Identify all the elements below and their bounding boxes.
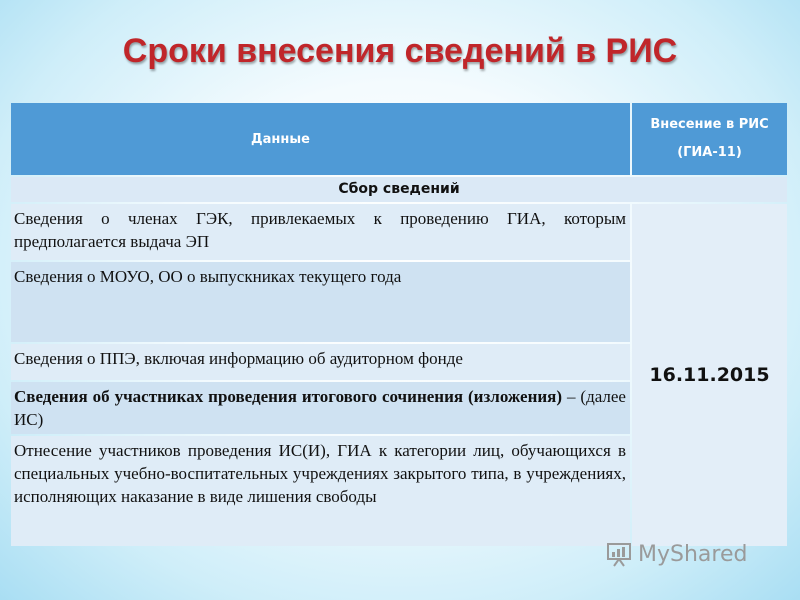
table-row — [11, 436, 630, 546]
table-row — [11, 204, 630, 260]
subheader-data-collection: Сбор сведений — [11, 177, 787, 202]
row-text: Сведения о МОУО, ОО о выпускниках текущего года — [14, 267, 402, 286]
row-text: Сведения о ППЭ, включая информацию об аудиторном фонде — [14, 349, 463, 368]
header-ris — [632, 103, 787, 175]
row-text: Сведения о членах ГЭК, привлекаемых к проведению ГИА, которым предполагается выдача ЭП — [14, 209, 626, 251]
row-text: Отнесение участников проведения ИС(И), ГИА к категории лиц, обучающихся в специальных учебно-воспитательных учреждениях закрытого типа, в учреждениях, исполняющих наказание в виде лишения свободы — [14, 441, 626, 506]
watermark-text: MyShared — [638, 541, 748, 567]
header-ris-line1: Внесение в РИС — [650, 117, 769, 132]
presentation-icon — [606, 541, 632, 567]
header-data — [11, 103, 630, 175]
deadlines-table — [11, 103, 787, 546]
table-row — [11, 262, 630, 342]
row-text-rest: – (далее ИС) — [14, 387, 626, 429]
page-title: Сроки внесения сведений в РИС — [122, 32, 678, 70]
date-cell: 16.11.2015 — [632, 204, 787, 546]
header-data-label: Данные — [251, 131, 310, 147]
row-text-bold: Сведения об участниках проведения итогового сочинения (изложения) — [14, 387, 563, 406]
header-ris-line2: (ГИА-11) — [677, 145, 742, 160]
table-row — [11, 344, 630, 380]
watermark-logo — [606, 538, 766, 570]
table-row — [11, 382, 630, 434]
